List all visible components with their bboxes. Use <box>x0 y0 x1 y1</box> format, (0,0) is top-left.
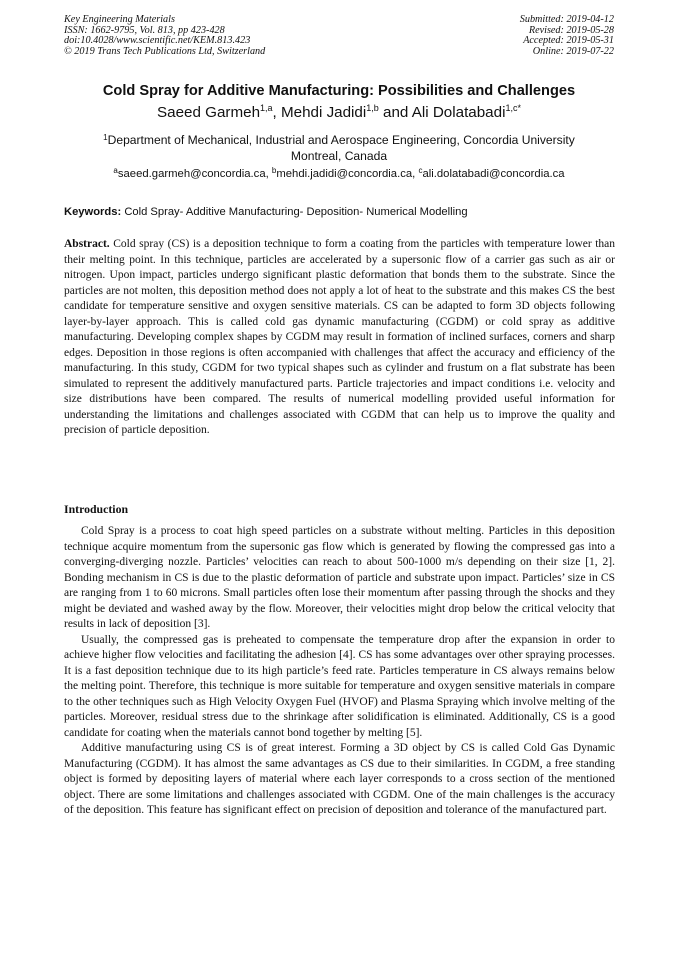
introduction-body <box>64 524 615 819</box>
revised-date: Revised: 2019-05-28 <box>528 24 614 36</box>
keywords <box>64 205 624 219</box>
author-affiliation-mark: 1,c* <box>505 103 521 113</box>
author-name: Saeed Garmeh <box>157 104 261 121</box>
email-mark: a <box>113 166 118 175</box>
email-address[interactable]: mehdi.jadidi@concordia.ca <box>276 168 413 180</box>
keywords-text: Cold Spray- Additive Manufacturing- Deposition- Numerical Modelling <box>124 206 468 218</box>
paragraph: Cold Spray is a process to coat high speed particles on a substrate without melting. Particles in this deposition technique acquire momentum from the supersonic gas flow which is generated by flowing the compressed gas into a converging-diverging nozzle. Particles’ velocities can reach to about 500-1000 m/s depending on their size [1, 2]. Bonding mechanism in CS is due to the plastic deformation of particle and substrate upon impact. Particles’ size in CS are ranging from 1 to 60 microns. Small particles often lose their momentum after passing through the shocks and they might be deviated and washed away by the flow. Moreover, their velocities might drop below the critical velocity that results in lack of deposition [3]. <box>64 525 615 630</box>
section-heading: Introduction <box>64 502 129 516</box>
email-address[interactable]: ali.dolatabadi@concordia.ca <box>422 168 565 180</box>
author-list <box>40 103 638 123</box>
online-date: Online: 2019-07-22 <box>532 45 614 57</box>
author-name: Mehdi Jadidi <box>280 104 367 121</box>
author-affiliation-mark: 1,b <box>366 103 379 113</box>
keywords-label: Keywords: <box>64 206 122 218</box>
affiliation-line: $^1$Department of Mechanical, Industrial and Aerospace Engineering, Concordia University <box>103 133 575 147</box>
journal-info <box>64 15 265 57</box>
abstract <box>64 237 615 439</box>
author-emails: $^a$saeed.garmeh@concordia.ca, $^b$mehdi.jadidi@concordia.ca, $^c$ali.dolatabadi@concordia.ca <box>113 166 565 180</box>
author-name: Ali Dolatabadi <box>411 104 506 121</box>
doi: doi:10.4028/www.scientific.net/KEM.813.423 <box>64 35 251 47</box>
copyright: © 2019 Trans Tech Publications Ltd, Switzerland <box>64 45 266 57</box>
paragraph: Additive manufacturing using CS is of great interest. Forming a 3D object by CS is called Cold Gas Dynamic Manufacturing (CGDM). It has almost the same advantages as CS due to their similarities. In CGDM, a free standing object is formed by depositing layers of material where each layer corresponds to a cross section of the mentioned object. There are some limitations and challenges associated with CGDM. One of the main challenges is the accuracy of the deposition. This feature has significant effect on precision of deposition and tolerance of the manufactured part. <box>64 742 615 816</box>
affiliation <box>40 132 638 164</box>
abstract-label: Abstract. <box>64 238 110 250</box>
affiliation-location: Montreal, Canada <box>290 149 388 163</box>
publication-dates <box>520 15 614 57</box>
abstract-text: Cold spray (CS) is a deposition technique to form a coating from the particles with temperature lower than their melting point. In this technique, particles are accelerated by a supersonic flow of a carrier gas such as air or nitrogen. Upon impact, particles undergo significant plastic deformation that bonds them to the substrate. Since the particles are not molten, this deposition method does not apply a lot of heat to the substrate and this makes CS the best candidate for temperature sensitive and oxygen sensitive materials. CS can be adapted to form 3D objects following layer-by-layer approach. This is called cold gas dynamic manufacturing (CGDM) or cold spray as additive manufacturing. Developing complex shapes by CGDM may result in formation of inclined surfaces, corners and sharp edges. Deposition in those regions is often accompanied with challenges that affect the accuracy and efficiency of the manufacturing. In this study, CGDM for two typical shapes such as cylinder and frustum on a flat substrate has been simulated to represent the additively manufactured parts. Particle trajectories and impact conditions i.e. velocity and size distributions have been compared. The results of numerical modelling provided useful information for understanding the limitations and challenges associated with CGDM that can help us to improve the quality and precision of particle deposition. <box>64 238 616 436</box>
email-mark: b <box>271 166 277 175</box>
paragraph: Usually, the compressed gas is preheated to compensate the temperature drop after the expansion in order to achieve higher flow velocities and facilitating the adhesion [4]. CS has some advantages over other spraying processes. It is a fast deposition technique due to its high particle’s feed rate. Particles temperature in CS always remains below the melting point. Therefore, this technique is more suitable for temperature and oxygen sensitive materials in compare to the other techniques such as High Velocity Oxygen Fuel (HVOF) and Plasma Spraying which involve melting of the particles. Moreover, residual stress due to the shrinkage after solidification is eliminated. Additionally, CS is a good candidate for coating when the materials cannot bond together by melting [5]. <box>64 633 615 739</box>
author-affiliation-mark: 1,a <box>260 103 273 113</box>
author-separator: and <box>378 104 412 121</box>
email-address[interactable]: saeed.garmeh@concordia.ca <box>117 168 266 180</box>
author-separator: , <box>272 104 281 121</box>
submitted-date: Submitted: 2019-04-12 <box>519 14 614 25</box>
issn: ISSN: 1662-9795, Vol. 813, pp 423-428 <box>64 24 225 36</box>
affiliation-mark: 1 <box>103 133 108 142</box>
email-mark: c <box>418 166 423 175</box>
journal-name: Key Engineering Materials <box>64 14 175 25</box>
accepted-date: Accepted: 2019-05-31 <box>523 35 614 47</box>
paper-title: Cold Spray for Additive Manufacturing: Possibilities and Challenges <box>102 83 576 99</box>
